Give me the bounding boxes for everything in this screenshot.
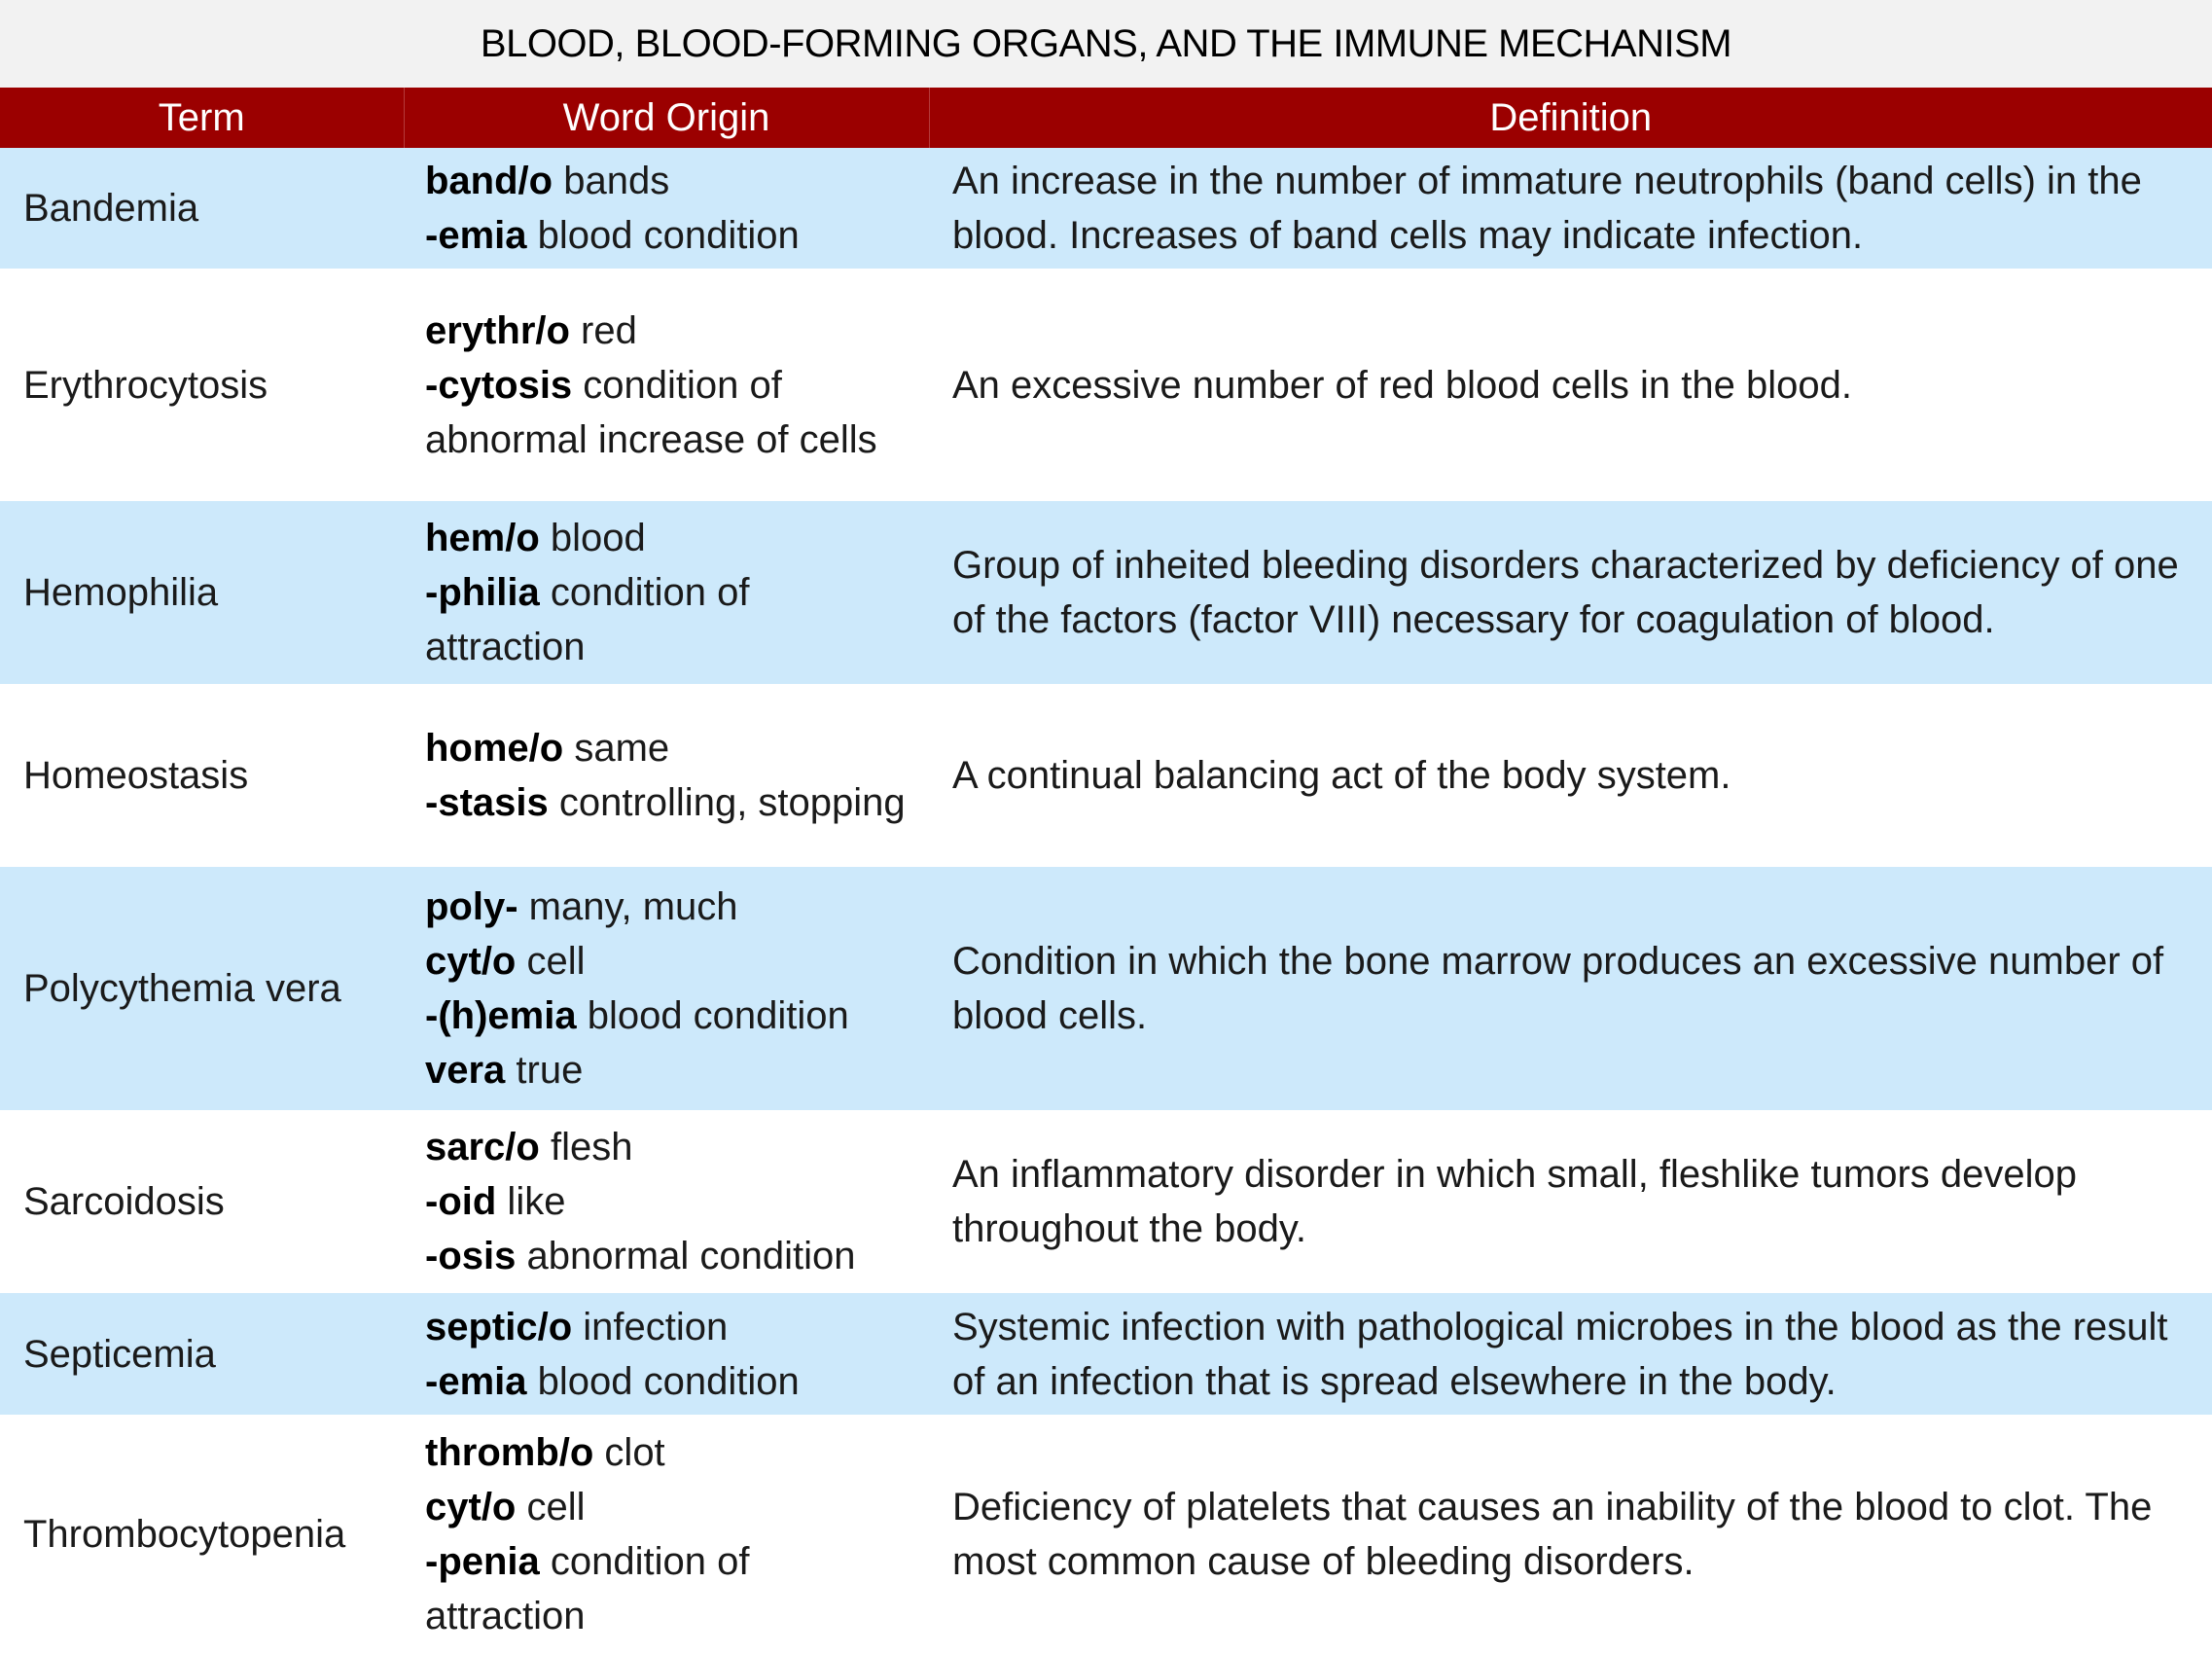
word-origin-line [425,1354,906,1409]
word-part-meaning: infection [572,1305,729,1348]
word-origin-line [425,1534,906,1643]
definition-cell: Condition in which the bone marrow produces an excessive number of blood cells. [929,867,2212,1110]
word-part: erythr/o [425,308,570,352]
header-definition: Definition [929,88,2212,148]
word-origin-line [425,934,906,989]
word-part: -penia [425,1540,540,1583]
word-origin-line [425,1480,906,1534]
word-part-meaning: like [496,1180,566,1223]
word-part-meaning: condition of attraction [425,571,750,668]
word-part-meaning: abnormal condition [516,1235,856,1277]
word-origin-line [425,775,906,830]
definition-cell: Deficiency of platelets that causes an inability of the blood to clot. The most common cause of bleeding disorders. [929,1415,2212,1654]
word-part: thromb/o [425,1431,594,1474]
word-origin-cell [404,867,929,1110]
word-origin-line [425,1229,906,1283]
term-cell: Polycythemia vera [0,867,404,1110]
header-term: Term [0,88,404,148]
word-origin-line [425,304,906,358]
word-part: band/o [425,160,553,202]
word-origin-line [425,1425,906,1480]
table-row [0,148,2212,269]
word-part: -osis [425,1235,517,1277]
term-cell: Homeostasis [0,684,404,867]
table-row [0,684,2212,867]
word-part: septic/o [425,1305,573,1348]
terms-table [0,88,2212,1654]
word-part-meaning: clot [593,1431,665,1474]
word-part-meaning: blood condition [526,1359,800,1403]
header-row [0,88,2212,148]
word-part-meaning: same [563,727,670,770]
word-origin-cell [404,501,929,684]
word-origin-line [425,511,906,565]
word-part-meaning: blood [539,517,646,559]
definition-cell: An inflammatory disorder in which small, fleshlike tumors develop throughout the body. [929,1110,2212,1293]
definition-cell: A continual balancing act of the body system. [929,684,2212,867]
table-header [0,88,2212,148]
header-word-origin: Word Origin [404,88,929,148]
word-part-meaning: cell [516,1486,586,1528]
word-part: hem/o [425,517,540,559]
definition-cell: An increase in the number of immature neutrophils (band cells) in the blood. Increases of band cells may indicate infection. [929,148,2212,269]
word-origin-line [425,565,906,674]
term-cell: Hemophilia [0,501,404,684]
word-part: -cytosis [425,363,573,407]
word-origin-line [425,1300,906,1354]
word-origin-cell [404,1110,929,1293]
table-body [0,148,2212,1654]
page-title: BLOOD, BLOOD-FORMING ORGANS, AND THE IMMUNE MECHANISM [0,0,2212,88]
table-row [0,269,2212,501]
word-origin-cell [404,684,929,867]
table-row [0,867,2212,1110]
word-origin-line [425,1043,906,1097]
term-cell: Erythrocytosis [0,269,404,501]
definition-cell: Systemic infection with pathological microbes in the blood as the result of an infection that is spread elsewhere in the body. [929,1293,2212,1415]
word-origin-line [425,1120,906,1174]
word-origin-cell [404,1415,929,1654]
word-part: cyt/o [425,940,517,983]
table-row [0,1415,2212,1654]
word-origin-line [425,989,906,1043]
term-cell: Septicemia [0,1293,404,1415]
word-origin-cell [404,1293,929,1415]
word-origin-line [425,1174,906,1229]
term-cell: Thrombocytopenia [0,1415,404,1654]
word-part-meaning: many, much [517,885,738,928]
word-part: -oid [425,1180,497,1223]
table-row [0,1293,2212,1415]
word-part: -philia [425,571,540,614]
word-part-meaning: blood condition [526,214,800,257]
word-part-meaning: true [505,1049,584,1092]
word-origin-line [425,208,906,263]
word-origin-cell [404,148,929,269]
word-part-meaning: flesh [539,1126,633,1169]
word-part: cyt/o [425,1486,517,1528]
word-part: poly- [425,885,518,928]
word-part-meaning: bands [553,160,670,202]
word-part: -emia [425,214,527,257]
word-origin-cell [404,269,929,501]
word-part: -emia [425,1359,527,1403]
definition-cell: Group of inheited bleeding disorders characterized by deficiency of one of the factors (factor VIII) necessary for coagulation of blood. [929,501,2212,684]
table-row [0,1110,2212,1293]
table-row [0,501,2212,684]
term-cell: Bandemia [0,148,404,269]
definition-cell: An excessive number of red blood cells in the blood. [929,269,2212,501]
word-part: -(h)emia [425,994,577,1037]
word-part-meaning: red [569,308,637,352]
word-part: -stasis [425,781,549,824]
word-origin-line [425,880,906,934]
word-part: home/o [425,727,564,770]
word-part: sarc/o [425,1126,540,1169]
word-part-meaning: cell [516,940,586,983]
word-origin-line [425,154,906,208]
word-part-meaning: blood condition [576,994,849,1037]
word-origin-line [425,358,906,467]
word-part: vera [425,1049,506,1092]
word-origin-line [425,721,906,775]
word-part-meaning: condition of attraction [425,1540,750,1637]
word-part-meaning: condition of abnormal increase of cells [425,363,877,461]
word-part-meaning: controlling, stopping [548,781,906,824]
term-cell: Sarcoidosis [0,1110,404,1293]
